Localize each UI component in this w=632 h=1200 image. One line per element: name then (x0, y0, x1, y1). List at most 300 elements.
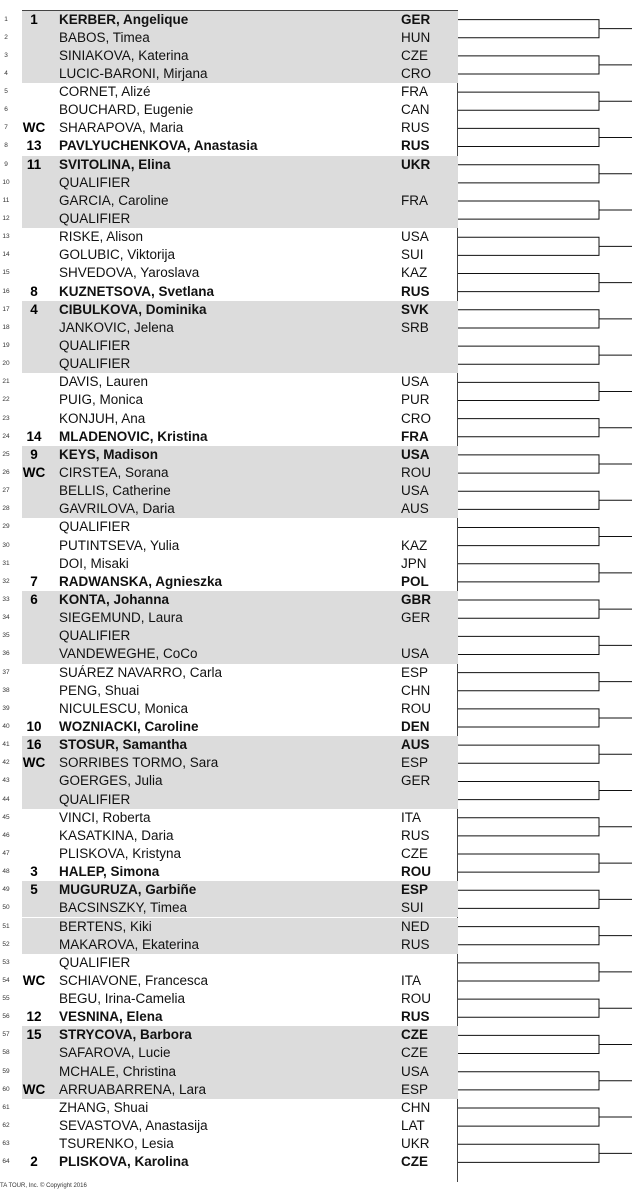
country-code: UKR (401, 156, 431, 172)
draw-position: 56 (2, 1013, 10, 1021)
seed-label: WC (22, 755, 46, 771)
draw-row (0, 736, 458, 754)
draw-position: 17 (2, 305, 10, 313)
bracket-pair (458, 310, 632, 328)
player-name: MUGURUZA, Garbiñe (59, 882, 197, 898)
draw-position: 63 (2, 1140, 10, 1148)
player-name: PLISKOVA, Kristyna (59, 845, 182, 861)
bracket-pair (458, 564, 632, 582)
draw-position: 5 (4, 88, 8, 96)
player-name: GAVRILOVA, Daria (59, 501, 175, 517)
draw-row (0, 573, 458, 591)
draw-position: 43 (2, 777, 10, 785)
country-code: SVK (401, 301, 429, 317)
player-name: MLADENOVIC, Kristina (59, 428, 208, 444)
draw-position: 44 (2, 795, 10, 803)
draw-position: 11 (2, 196, 10, 204)
draw-row (0, 1026, 458, 1044)
bracket-pair (458, 491, 632, 509)
seed-label: 11 (26, 156, 42, 172)
country-code: DEN (401, 718, 430, 734)
player-name: KONTA, Johanna (59, 591, 170, 607)
country-code: AUS (401, 737, 430, 753)
seed-label: 15 (26, 1027, 42, 1043)
seed-label: WC (22, 972, 46, 988)
country-code: USA (401, 446, 430, 462)
draw-row (0, 119, 458, 137)
player-name: QUALIFIER (59, 356, 131, 372)
player-name: PAVLYUCHENKOVA, Anastasia (59, 138, 258, 154)
player-name: PUIG, Monica (59, 392, 144, 408)
draw-row (0, 391, 458, 409)
draw-row (0, 264, 458, 282)
country-code: GER (401, 11, 431, 27)
draw-row (0, 881, 458, 899)
draw-position: 64 (2, 1158, 10, 1166)
player-name: PLISKOVA, Karolina (59, 1154, 189, 1170)
country-code: KAZ (401, 537, 428, 553)
draw-position: 28 (2, 505, 10, 513)
player-name: SIEGEMUND, Laura (59, 610, 183, 626)
draw-row (0, 446, 458, 464)
draw-row (0, 772, 458, 790)
draw-position: 3 (4, 51, 8, 59)
player-name: BELLIS, Catherine (59, 483, 171, 499)
country-code: RUS (401, 283, 430, 299)
country-code: ROU (401, 864, 431, 880)
draw-position: 8 (4, 142, 8, 150)
draw-position: 40 (2, 722, 10, 730)
player-name: HALEP, Simona (59, 864, 160, 880)
draw-row (0, 1008, 458, 1026)
draw-position: 59 (2, 1067, 10, 1075)
country-code: USA (401, 1063, 429, 1079)
player-name: LUCIC-BARONI, Mirjana (59, 65, 208, 81)
draw-position: 23 (2, 414, 10, 422)
draw-row (0, 627, 458, 645)
player-name: CIRSTEA, Sorana (59, 465, 169, 480)
draw-position: 27 (2, 487, 10, 495)
player-name: KERBER, Angelique (59, 11, 189, 27)
country-code: RUS (401, 120, 430, 136)
draw-position: 62 (2, 1122, 10, 1130)
draw-position: 53 (2, 958, 10, 966)
player-name: VESNINA, Elena (59, 1009, 163, 1025)
seed-label: 12 (26, 1009, 42, 1025)
draw-position: 50 (2, 904, 10, 912)
player-name: QUALIFIER (59, 338, 131, 354)
draw-row (0, 428, 458, 446)
draw-position: 45 (2, 813, 10, 821)
country-code: HUN (401, 29, 431, 45)
bracket-pair (458, 745, 632, 763)
seed-label: 16 (26, 737, 42, 753)
draw-position: 51 (2, 922, 10, 930)
player-name: MCHALE, Christina (59, 1063, 177, 1079)
draw-row (0, 283, 458, 301)
draw-row (0, 682, 458, 700)
country-code: SRB (401, 319, 429, 335)
draw-row (0, 355, 458, 373)
player-name: GOERGES, Julia (59, 773, 163, 789)
draw-row (0, 210, 458, 228)
copyright-footer: TA TOUR, Inc. © Copyright 2016 (0, 1183, 87, 1189)
country-code: NED (401, 918, 430, 934)
player-name: KONJUH, Ana (59, 410, 146, 426)
player-name: SUÁREZ NAVARRO, Carla (59, 664, 223, 680)
player-name: CIBULKOVA, Dominika (59, 301, 207, 317)
seed-label: 10 (26, 718, 42, 734)
draw-position: 33 (2, 595, 10, 603)
country-code: ROU (401, 700, 431, 716)
player-name: QUALIFIER (59, 628, 131, 644)
draw-row (0, 1117, 458, 1135)
draw-row (0, 609, 458, 627)
country-code: CZE (401, 845, 428, 861)
player-name: TSURENKO, Lesia (59, 1136, 174, 1152)
country-code: ESP (401, 755, 429, 771)
draw-row (0, 555, 458, 573)
seed-label: 13 (26, 138, 42, 154)
country-code: USA (401, 483, 429, 499)
draw-row (0, 500, 458, 518)
country-code: ITA (401, 972, 421, 988)
draw-position: 42 (2, 759, 10, 767)
draw-row (0, 645, 458, 663)
seed-label: WC (22, 465, 46, 480)
draw-position: 32 (2, 577, 10, 585)
draw-row (0, 1081, 458, 1099)
draw-row (0, 228, 458, 246)
player-name: RISKE, Alison (59, 229, 144, 245)
draw-row (0, 464, 458, 482)
draw-row (0, 954, 458, 972)
draw-position: 12 (2, 215, 10, 223)
country-code: CRO (401, 410, 431, 426)
draw-position: 20 (2, 360, 10, 368)
player-name: KASATKINA, Daria (59, 827, 174, 843)
draw-row (0, 1044, 458, 1062)
draw-position: 29 (2, 523, 10, 531)
bracket-pair (458, 673, 632, 691)
bracket-pair (458, 999, 632, 1017)
draw-position: 48 (2, 868, 10, 876)
draw-row (0, 83, 458, 101)
draw-row (0, 137, 458, 155)
draw-row (0, 754, 458, 772)
bracket-pair (458, 346, 632, 364)
draw-row (0, 936, 458, 954)
country-code: RUS (401, 936, 430, 952)
country-code: ESP (401, 1081, 429, 1097)
draw-row (0, 482, 458, 500)
draw-row (0, 410, 458, 428)
country-code: GER (401, 610, 431, 626)
player-name: STOSUR, Samantha (59, 737, 188, 753)
seed-label: 2 (30, 1154, 38, 1170)
draw-row (0, 319, 458, 337)
draw-row (0, 518, 458, 536)
player-name: KEYS, Madison (59, 446, 159, 462)
draw-row (0, 591, 458, 609)
draw-position: 24 (2, 432, 10, 440)
country-code: RUS (401, 138, 430, 154)
player-name: STRYCOVA, Barbora (59, 1027, 192, 1043)
bracket-pair (458, 1035, 632, 1053)
country-code: FRA (401, 84, 428, 100)
draw-row (0, 1063, 458, 1081)
draw-position: 31 (2, 559, 10, 567)
player-name: SORRIBES TORMO, Sara (59, 755, 219, 771)
seed-label: 4 (30, 301, 38, 317)
seed-label: 14 (26, 428, 42, 444)
player-name: MAKAROVA, Ekaterina (59, 936, 200, 952)
draw-row (0, 11, 458, 29)
draw-position: 49 (2, 886, 10, 894)
bracket-pair (458, 818, 632, 836)
player-name: SAFAROVA, Lucie (59, 1045, 171, 1061)
country-code: USA (401, 646, 429, 662)
country-code: JPN (401, 555, 427, 571)
country-code: CZE (401, 1027, 428, 1043)
draw-row (0, 718, 458, 736)
player-name: SHARAPOVA, Maria (59, 120, 184, 136)
draw-position: 58 (2, 1049, 10, 1057)
bracket-pair (458, 600, 632, 618)
draw-row (0, 156, 458, 174)
country-code: CRO (401, 65, 431, 81)
draw-position: 60 (2, 1085, 10, 1093)
draw-row (0, 1153, 458, 1171)
draw-position: 18 (2, 323, 10, 331)
bracket-pair (458, 128, 632, 146)
draw-row (0, 863, 458, 881)
player-name: SCHIAVONE, Francesca (59, 972, 209, 988)
player-name: VANDEWEGHE, CoCo (59, 646, 198, 662)
player-name: GARCIA, Caroline (59, 192, 169, 208)
draw-row (0, 47, 458, 65)
player-name: RADWANSKA, Agnieszka (59, 573, 223, 589)
player-name: VINCI, Roberta (59, 809, 151, 825)
bracket-pair (458, 1108, 632, 1126)
bracket-pair (458, 382, 632, 400)
draw-position: 57 (2, 1031, 10, 1039)
seed-label: 5 (30, 882, 38, 898)
country-code: CZE (401, 1045, 428, 1061)
seed-label: 9 (30, 446, 38, 462)
bracket-pair (458, 274, 632, 292)
country-code: KAZ (401, 265, 428, 281)
draw-position: 37 (2, 668, 10, 676)
country-code: ESP (401, 882, 429, 898)
country-code: CHN (401, 1099, 431, 1115)
country-code: GBR (401, 591, 431, 607)
player-name: QUALIFIER (59, 791, 131, 807)
player-name: JANKOVIC, Jelena (59, 319, 174, 335)
player-name: SINIAKOVA, Katerina (59, 47, 189, 63)
draw-row (0, 972, 458, 990)
draw-position: 54 (2, 976, 10, 984)
player-name: NICULESCU, Monica (59, 700, 189, 716)
draw-row (0, 101, 458, 119)
player-name: ZHANG, Shuai (59, 1099, 149, 1115)
draw-position: 26 (2, 469, 10, 476)
player-name: CORNET, Alizé (59, 84, 151, 100)
bracket-pair (458, 419, 632, 437)
bracket-pair (458, 781, 632, 799)
player-name: SEVASTOVA, Anastasija (59, 1118, 208, 1134)
draw-position: 1 (4, 15, 8, 23)
country-code: CZE (401, 47, 428, 63)
player-name: QUALIFIER (59, 211, 131, 227)
draw-row (0, 29, 458, 47)
country-code: ESP (401, 664, 429, 680)
seed-label: 1 (30, 11, 38, 27)
bracket-pair (458, 92, 632, 110)
bracket-pair (458, 1072, 632, 1090)
draw-position: 47 (2, 849, 10, 857)
bracket-pair (458, 201, 632, 219)
draw-row (0, 246, 458, 264)
draw-row (0, 664, 458, 682)
bracket-pair (458, 237, 632, 255)
player-name: BACSINSZKY, Timea (59, 900, 188, 916)
player-name: BEGU, Irina-Camelia (59, 991, 186, 1007)
draw-position: 52 (2, 940, 10, 948)
seed-label: 3 (30, 864, 38, 880)
draw-position: 61 (2, 1103, 10, 1111)
draw-row (0, 65, 458, 83)
bracket-pair (458, 927, 632, 945)
draw-position: 7 (4, 124, 8, 132)
draw-position: 36 (2, 650, 10, 658)
bracket-pair (458, 709, 632, 727)
player-name: PENG, Shuai (59, 682, 140, 698)
country-code: ROU (401, 465, 431, 480)
player-name: QUALIFIER (59, 174, 131, 190)
draw-row (0, 700, 458, 718)
player-name: QUALIFIER (59, 519, 131, 535)
country-code: UKR (401, 1136, 430, 1152)
draw-row (0, 990, 458, 1008)
draw-position: 15 (2, 269, 10, 277)
country-code: USA (401, 229, 429, 245)
bracket-pair (458, 1144, 632, 1162)
draw-position: 4 (4, 69, 8, 77)
bracket-pair (458, 636, 632, 654)
bracket-pair (458, 963, 632, 981)
country-code: ITA (401, 809, 421, 825)
country-code: SUI (401, 247, 424, 263)
country-code: POL (401, 573, 429, 589)
player-name: ARRUABARRENA, Lara (59, 1081, 207, 1097)
draw-position: 30 (2, 541, 10, 549)
draw-row (0, 1099, 458, 1117)
draw-row (0, 192, 458, 210)
draw-position: 2 (4, 33, 8, 41)
draw-row (0, 827, 458, 845)
draw-position: 46 (2, 831, 10, 839)
country-code: ROU (401, 991, 431, 1007)
draw-position: 55 (2, 995, 10, 1003)
country-code: USA (401, 374, 429, 390)
bracket-pair (458, 890, 632, 908)
country-code: RUS (401, 1009, 430, 1025)
player-name: PUTINTSEVA, Yulia (59, 537, 180, 553)
country-code: CHN (401, 682, 431, 698)
draw-position: 38 (2, 686, 10, 694)
draw-row (0, 1135, 458, 1153)
draw-position: 6 (4, 106, 8, 114)
player-name: GOLUBIC, Viktorija (59, 247, 176, 263)
draw-row (0, 791, 458, 809)
draw-row (0, 899, 458, 917)
draw-row (0, 373, 458, 391)
draw-position: 9 (4, 160, 8, 168)
draw-position: 21 (2, 378, 10, 386)
draw-row (0, 174, 458, 192)
seed-label: 8 (30, 283, 38, 299)
country-code: LAT (401, 1118, 425, 1134)
draw-row (0, 918, 458, 936)
player-name: SHVEDOVA, Yaroslava (59, 265, 200, 281)
draw-row (0, 809, 458, 827)
player-name: BABOS, Timea (59, 29, 150, 45)
draw-row (0, 537, 458, 555)
draw-position: 13 (2, 233, 10, 241)
draw-position: 39 (2, 704, 10, 712)
country-code: RUS (401, 827, 430, 843)
country-code: SUI (401, 900, 424, 916)
draw-position: 34 (2, 614, 10, 622)
draw-position: 19 (2, 342, 10, 350)
player-name: QUALIFIER (59, 954, 131, 970)
draw-row (0, 845, 458, 863)
draw-position: 35 (2, 632, 10, 640)
country-code: AUS (401, 501, 429, 517)
bracket-pair (458, 527, 632, 545)
draw-position: 16 (2, 287, 10, 295)
draw-position: 22 (2, 396, 10, 404)
bracket-pair (458, 854, 632, 872)
draw-position: 10 (2, 178, 10, 186)
country-code: GER (401, 773, 431, 789)
country-code: CAN (401, 102, 430, 118)
player-name: DOI, Misaki (59, 555, 129, 571)
country-code: PUR (401, 392, 430, 408)
draw-row (0, 337, 458, 355)
country-code: FRA (401, 192, 428, 208)
player-name: BOUCHARD, Eugenie (59, 102, 194, 118)
seed-label: 7 (30, 573, 38, 589)
seed-label: 6 (30, 591, 38, 607)
bracket-pair (458, 56, 632, 74)
bracket-pair (458, 165, 632, 183)
seed-label: WC (22, 1081, 46, 1097)
draw-position: 25 (2, 450, 10, 458)
player-name: SVITOLINA, Elina (59, 156, 171, 172)
player-name: WOZNIACKI, Caroline (59, 718, 199, 734)
country-code: CZE (401, 1154, 428, 1170)
draw-position: 14 (2, 251, 10, 259)
seed-label: WC (22, 120, 46, 136)
bracket-pair (458, 455, 632, 473)
player-name: DAVIS, Lauren (59, 374, 149, 390)
player-name: KUZNETSOVA, Svetlana (59, 283, 215, 299)
draw-position: 41 (2, 741, 10, 749)
draw-row (0, 301, 458, 319)
bracket-pair (458, 20, 632, 38)
